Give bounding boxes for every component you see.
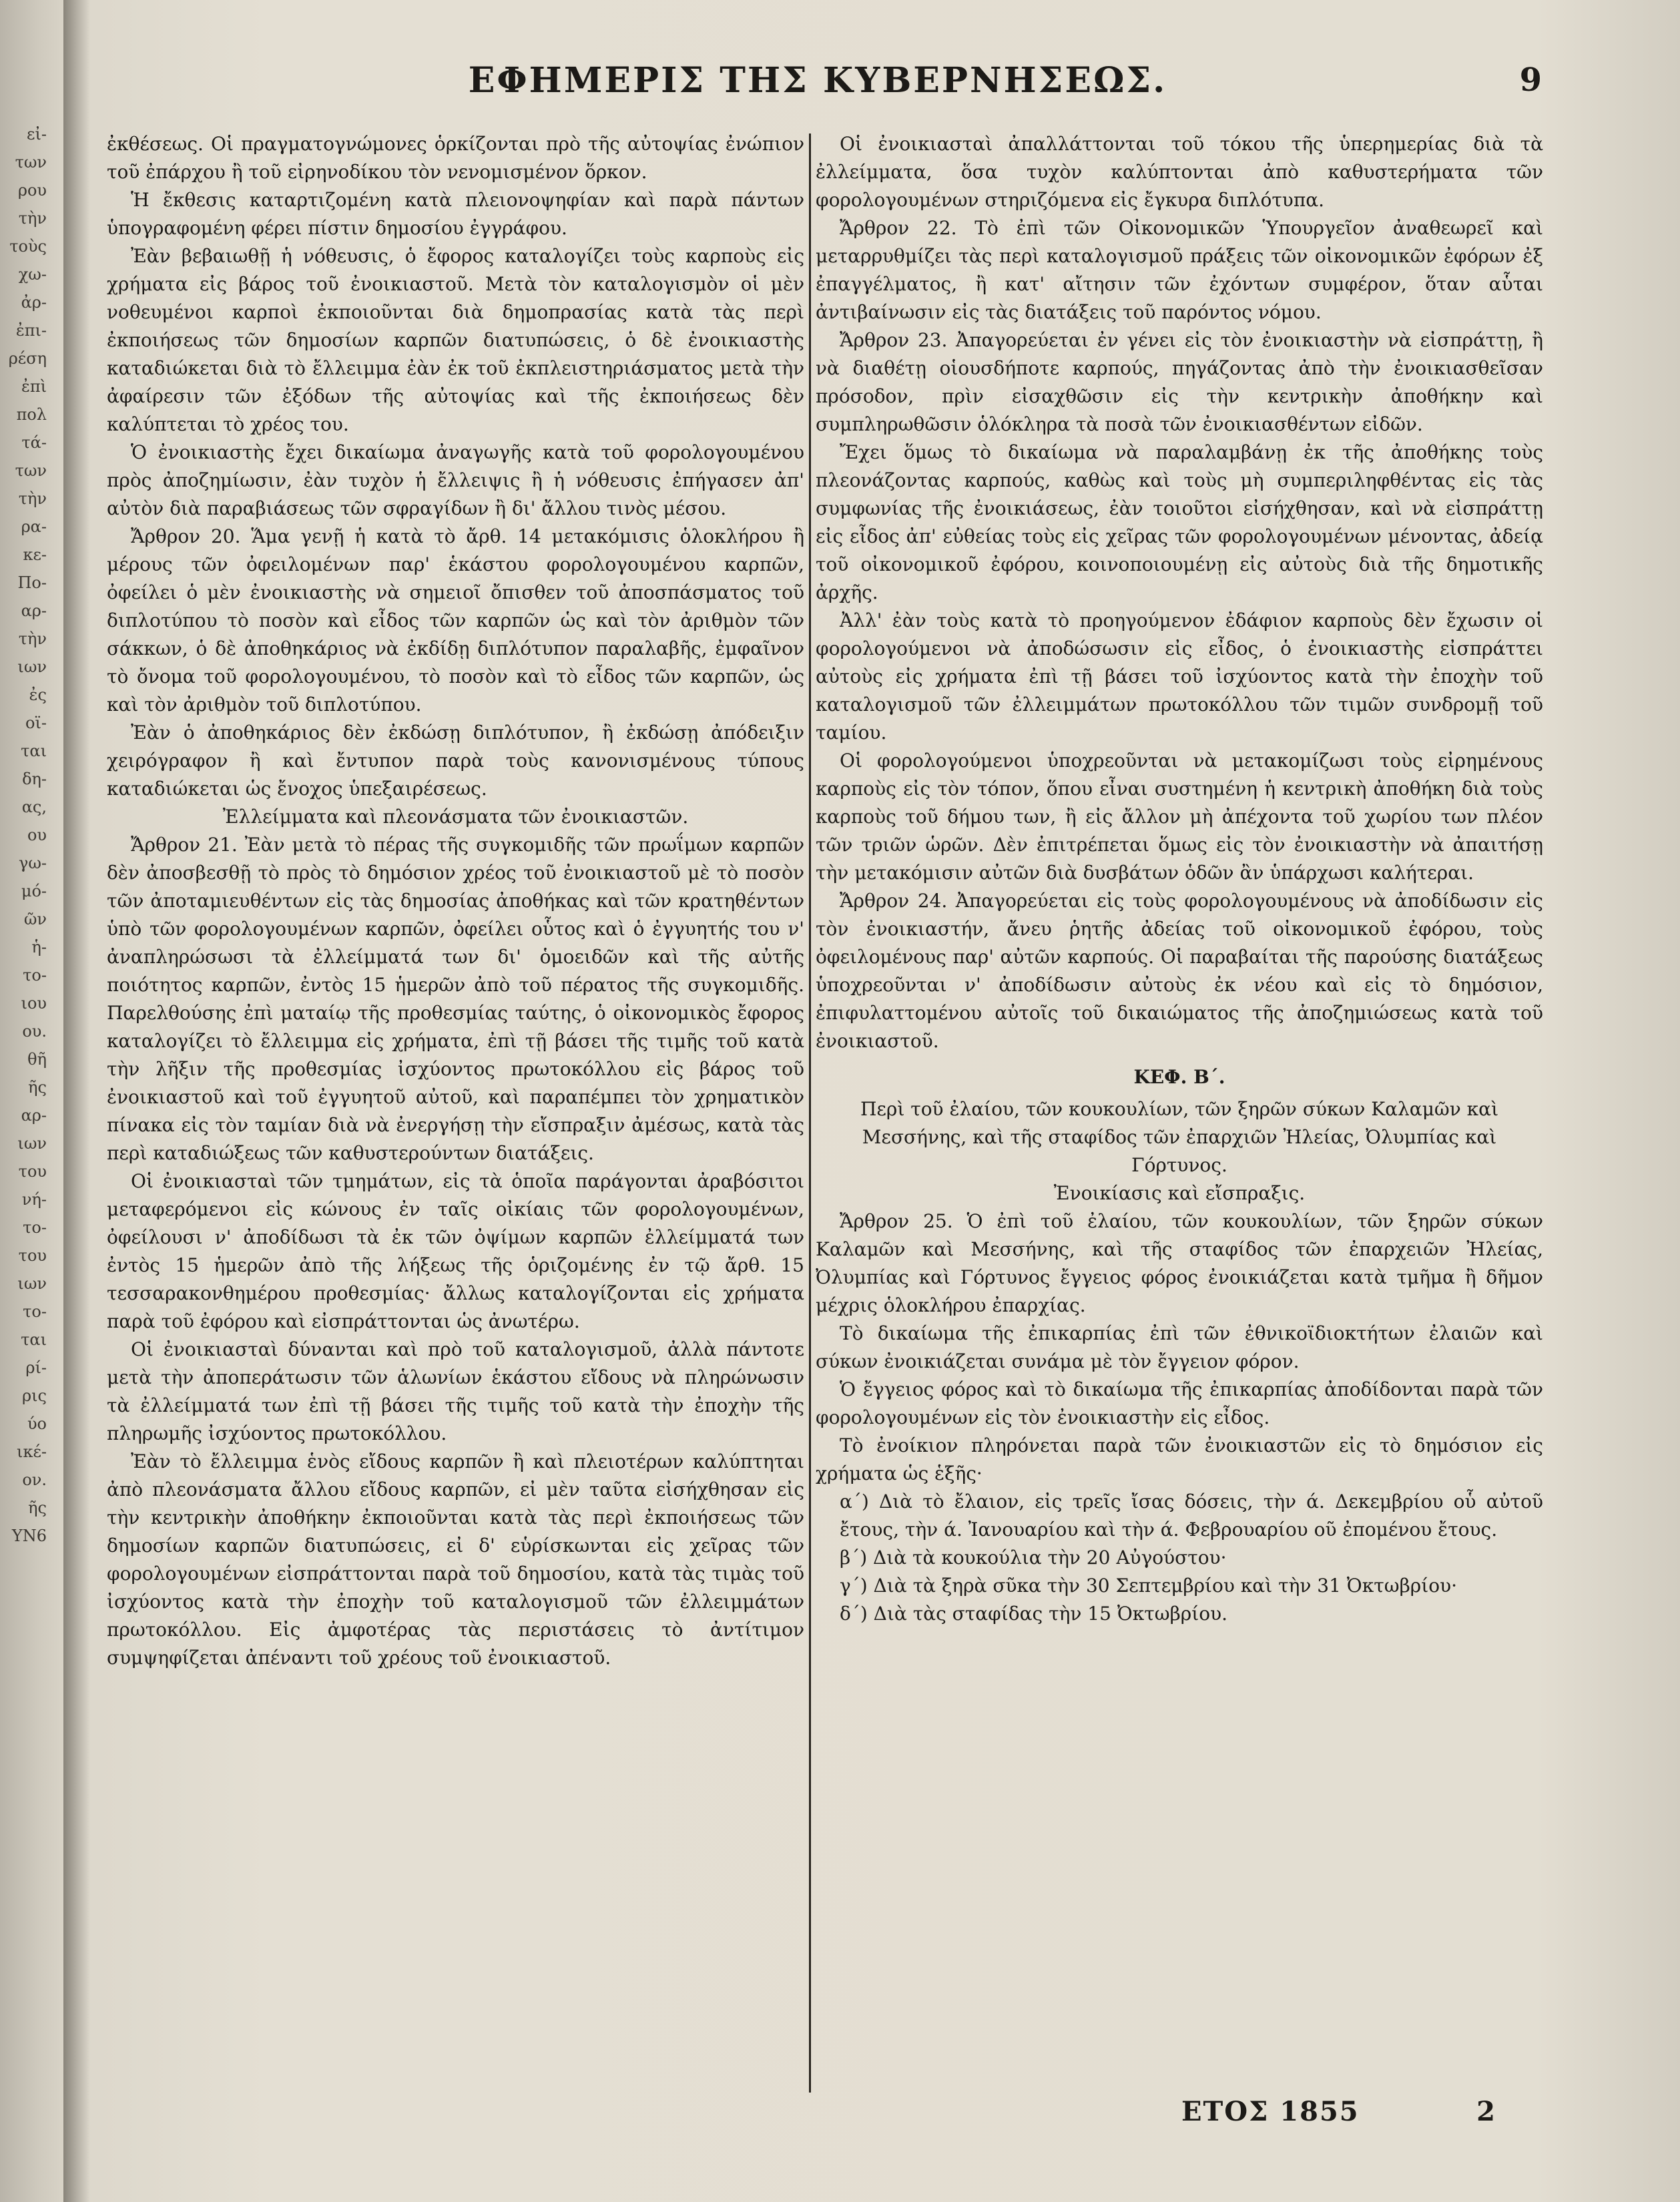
paragraph: Τὸ δικαίωμα τῆς ἐπικαρπίας ἐπὶ τῶν ἐθνικοϊδιοκτήτων ἐλαιῶν καὶ σύκων ἐνοικιάζεται συνάμα μὲ τὸν ἔγγειον φόρον. [816, 1322, 1543, 1372]
page-header [93, 53, 1542, 113]
gutter-fragment: ται [21, 1330, 47, 1349]
gutter-fragment: ου. [22, 1022, 47, 1041]
gutter-fragment: τά- [21, 433, 47, 452]
gutter-fragment: θῆ [27, 1050, 47, 1069]
section-heading: ΚΕΦ. Β΄. [1133, 1066, 1225, 1088]
paragraph: Ἐὰν τὸ ἔλλειμμα ἑνὸς εἴδους καρπῶν ἢ καὶ πλειοτέρων καλύπτηται ἀπὸ πλεονάσματα ἄλλου εἴδους καρπῶν, εἰ μὲν ταῦτα εἰσήχθησαν εἰς τὴν κεντρικὴν ἀποθήκην ἐκποιοῦνται κατὰ τὰς περὶ ἐκποιήσεως τῶν δημοσίων καρπῶν διατυπώσεις, εἰ δ' εὑρίσκωνται εἰς χεῖρας τῶν φορολογουμένων εἰσπράττονται παρὰ τοῦ δημοσίου, κατὰ τὰς τιμὰς τοῦ ἰσχύοντος κατὰ τὴν ἐποχὴν τοῦ καταλογισμοῦ τῶν ἐλλειμμάτων πρωτοκόλλου. Εἰς ἀμφοτέρας τὰς περιστάσεις τὸ ἀντίτιμον συμψηφίζεται ἀπέναντι τοῦ χρέους τοῦ ἐνοικιαστοῦ. [107, 1450, 804, 1669]
column-divider [809, 133, 811, 2093]
gutter-fragment: ῶν [23, 910, 47, 928]
paragraph: α΄) Διὰ τὸ ἔλαιον, εἰς τρεῖς ἴσας δόσεις, τὴν ά. Δεκεμβρίου οὗ αὐτοῦ ἔτους, τὴν ά. Ἰανουαρίου καὶ τὴν ά. Φεβρουαρίου οῦ ἐπομένου ἔτους. [840, 1490, 1543, 1541]
paragraph: Ἡ ἔκθεσις καταρτιζομένη κατὰ πλειονοψηφίαν καὶ παρὰ πάντων ὑπογραφομένη φέρει πίστιν δημοσίου ἐγγράφου. [107, 189, 804, 239]
adjacent-page-fragment [0, 120, 67, 2189]
gutter-fragment: ἐπι- [15, 321, 47, 340]
gutter-fragment: ας, [21, 798, 47, 816]
gutter-fragment: δη- [22, 770, 47, 788]
gutter-fragment: ιων [17, 1134, 47, 1153]
paragraph: Οἱ ἐνοικιασταὶ δύνανται καὶ πρὸ τοῦ καταλογισμοῦ, ἀλλὰ πάντοτε μετὰ τὴν ἀποπεράτωσιν τῶν ἁλωνίων ἑκάστου εἴδους νὰ πληρώνωσιν τὰ ἐλλείμματά των ἐπὶ τῇ βάσει τῆς τιμῆς τοῦ κατὰ τὴν ἐποχὴν τῆς πληρωμῆς ἰσχύοντος πρωτοκόλλου. [107, 1338, 804, 1444]
gutter-fragment: ιων [17, 657, 47, 676]
paragraph: Ἄρθρον 21. Ἐὰν μετὰ τὸ πέρας τῆς συγκομιδῆς τῶν πρωΐμων καρπῶν δὲν ἀποσβεσθῇ τὸ πρὸς τὸ δημόσιον χρέος τοῦ ἐνοικιαστοῦ μὲ τὸ ποσὸν τῶν ἀποταμιευθέντων εἰς τὰς δημοσίας ἀποθήκας καὶ τῶν κρατηθέντων ὑπὸ τῶν φορολογουμένων καρπῶν, ὀφείλει οὗτος καὶ ὁ ἐγγυητής του ν' ἀναπληρώσωσι τὰ ἐλλείμματά των δι' ὁμοειδῶν καὶ τῆς αὐτῆς ποιότητος καρπῶν, ἐντὸς 15 ἡμερῶν ἀπὸ τοῦ πέρατος τῆς συγκομιδῆς. Παρελθούσης ἐπὶ ματαίῳ τῆς προθεσμίας ταύτης, ὁ οἰκονομικὸς ἔφορος καταλογίζει τὸ ἔλλειμμα εἰς χρήματα, ἐπὶ τῇ βάσει τῆς τιμῆς τοῦ κατὰ τὴν λῆξιν τῆς προθεσμίας ἰσχύοντος πρωτοκόλλου εἰς βάρος τοῦ ἐνοικιαστοῦ καὶ τοῦ ἐγγυητοῦ αὐτοῦ, καὶ παραπέμπει τὸν χρηματικὸν πίνακα εἰς τὸν ταμίαν διὰ νὰ ἐνεργήσῃ τὴν εἴσπραξιν ἀμέσως, κατὰ τὰς περὶ καταδιώξεως τῶν καθυστερούντων διατάξεις. [107, 834, 804, 1164]
gutter-fragment: ἐς [29, 685, 47, 704]
gutter-fragment: ται [21, 742, 47, 760]
gutter-fragment: του [18, 1246, 47, 1265]
gutter-fragment: το- [23, 966, 47, 985]
gutter-fragment: μό- [21, 882, 47, 900]
paragraph: Ἄρθρον 25. Ὁ ἐπὶ τοῦ ἐλαίου, τῶν κουκουλίων, τῶν ξηρῶν σύκων Καλαμῶν καὶ Μεσσήνης, καὶ τῆς σταφίδος τῶν ἐπαρχειῶν Ἠλείας, Ὀλυμπίας καὶ Γόρτυνος ἔγγειος φόρος ἐνοικιάζεται κατὰ τμῆμα ἢ δῆμον μέχρις ὁλοκλήρου ἐπαρχίας. [816, 1210, 1543, 1316]
gutter-fragment: αρ- [21, 601, 47, 620]
gutter-fragment: πολ [16, 405, 47, 424]
paragraph: Οἱ φορολογούμενοι ὑποχρεοῦνται νὰ μετακομίζωσι τοὺς εἰρημένους καρποὺς εἰς τὸν τόπον, ὅπου εἶναι συστημένη ἡ κεντρικὴ ἀποθήκη διὰ τοὺς καρποὺς τοῦ δήμου των, ἢ εἰς ἄλλον μὴ ἀπέχοντα τοῦ χωρίου των πλέον τῶν τριῶν ὡρῶν. Δὲν ἐπιτρέπεται ὅμως εἰς τὸν ἐνοικιαστὴν νὰ ἀπαιτήσῃ τὴν μετακόμισιν αὐτῶν διὰ δυσβάτων ὁδῶν ἂν ὑπάρχωσι καλήτεραι. [816, 750, 1543, 884]
gutter-fragment: το- [23, 1302, 47, 1321]
left-column [107, 130, 804, 2119]
page-footer [1135, 2096, 1508, 2136]
gutter-fragment: ἀρ- [21, 293, 47, 312]
gutter-fragment: ρου [17, 181, 47, 200]
paragraph: Ἄρθρον 24. Ἀπαγορεύεται εἰς τοὺς φορολογουμένους νὰ ἀποδίδωσιν εἰς τὸν ἐνοικιαστήν, ἄνευ ῥητῆς ἀδείας τοῦ οἰκονομικοῦ ἐφόρου, τοὺς ὀφειλομένους παρ' αὐτῶν καρπούς. Οἱ παραβαίται τῆς παρούσης διατάξεως ὑποχρεοῦνται ν' ἀποδίδωσιν αὐτοὺς ἐκ νέου καὶ εἰς τὸ δημόσιον, ἐπιφυλαττομένου αὐτοῖς τοῦ δικαιώματος τῆς ἀποζημιώσεως κατὰ τοῦ ἐνοικιαστοῦ. [816, 890, 1543, 1052]
paragraph: Ἄρθρον 23. Ἀπαγορεύεται ἐν γένει εἰς τὸν ἐνοικιαστὴν νὰ εἰσπράττῃ, ἢ νὰ διαθέτῃ οἱουσδήποτε καρπούς, πηγάζοντας ἀπὸ τὴν ἐνοικιασθεῖσαν πρόσοδον, πρὶν εἰσαχθῶσιν εἰς τὴν κεντρικὴν ἀποθήκην καὶ συμπληρωθῶσιν ὁλόκληρα τὰ ποσὰ τῶν ἐνοικιασθέντων εἰδῶν. [816, 329, 1543, 435]
gutter-fragment: Πο- [17, 573, 47, 592]
gutter-fragment: ικέ- [17, 1442, 47, 1461]
paragraph: β΄) Διὰ τὰ κουκούλια τὴν 20 Αὐγούστου· [840, 1547, 1227, 1569]
gutter-fragment: ΥΝ6 [11, 1527, 47, 1545]
paragraph: Ἐὰν βεβαιωθῇ ἡ νόθευσις, ὁ ἔφορος καταλογίζει τοὺς καρποὺς εἰς χρήματα εἰς βάρος τοῦ ἐνοικιαστοῦ. Μετὰ τὸν καταλογισμὸν οἱ μὲν νοθευμένοι καρποὶ ἐκποιοῦνται διὰ δημοπρασίας κατὰ τὰς περὶ ἐκποιήσεως τῶν δημοσίων καρπῶν διατυπώσεις, ὁ δὲ ἐνοικιαστὴς καταδιώκεται διὰ τὸ ἔλλειμμα ἐὰν ἐκ τοῦ ἐκπλειστηριάσματος μετὰ τὴν ἀφαίρεσιν τῶν ἐξόδων τῆς αὐτοψίας καὶ τῆς ἐκποιήσεως δὲν καλύπτεται τὸ χρέος του. [107, 245, 804, 435]
gutter-fragment: ρις [22, 1386, 47, 1405]
gutter-fragment: ιων [17, 1274, 47, 1293]
gutter-fragment: το- [23, 1218, 47, 1237]
paragraph: Οἱ ἐνοικιασταὶ ἀπαλλάττονται τοῦ τόκου τῆς ὑπερημερίας διὰ τὰ ἐλλείμματα, ὅσα τυχὸν καλύπτονται ἀπὸ καθυστερήματα τῶν φορολογουμένων στηριζόμενα εἰς ἔγκυρα διπλότυπα. [816, 133, 1543, 211]
paragraph: Ὁ ἔγγειος φόρος καὶ τὸ δικαίωμα τῆς ἐπικαρπίας ἀποδίδονται παρὰ τῶν φορολογουμένων εἰς τὸν ἐνοικιαστὴν εἰς εἶδος. [816, 1378, 1543, 1428]
paragraph: Ἀλλ' ἐὰν τοὺς κατὰ τὸ προηγούμενον ἐδάφιον καρποὺς δὲν ἔχωσιν οἱ φορολογούμενοι νὰ ἀποδώσωσιν εἰς εἶδος, ὁ ἐνοικιαστὴς εἰσπράττει αὐτοὺς εἰς χρήματα ἐπὶ τῇ βάσει τοῦ ἰσχύοντος κατὰ τὴν ἐποχὴν τοῦ καταλογισμοῦ τῶν ἐλλειμμάτων πρωτοκόλλου τῶν τιμῶν συνδρομῇ τοῦ ταμίου. [816, 609, 1543, 744]
year-label: ΕΤΟΣ 1855 [1181, 2096, 1360, 2127]
section-heading: Ἐλλείμματα καὶ πλεονάσματα τῶν ἐνοικιαστῶν. [222, 806, 689, 828]
gutter-fragment: ου [27, 826, 47, 844]
gutter-fragment: ρί- [25, 1358, 47, 1377]
gutter-fragment: νή- [21, 1190, 47, 1209]
gutter-fragment: ῆς [28, 1078, 47, 1097]
right-column [816, 130, 1543, 2099]
page-fold-shadow [63, 0, 90, 2202]
gutter-fragment: ἡ- [31, 938, 47, 956]
section-heading: Ἐνοικίασις καὶ εἴσπραξις. [1053, 1182, 1306, 1204]
paragraph: Ἔχει ὅμως τὸ δικαίωμα νὰ παραλαμβάνῃ ἐκ τῆς ἀποθήκης τοὺς πλεονάζοντας καρπούς, καθὼς καὶ τοὺς μὴ συμπεριληφθέντας εἰς τὰς συμφωνίας τῆς ἐνοικιάσεως, ἐὰν τοιοῦτοι εἰσήχθησαν, καὶ νὰ εἰσπράττῃ εἰς εἶδος ἀπ' εὐθείας τοὺς εἰς χεῖρας τῶν φορολογουμένων μένοντας, ἀδείᾳ τοῦ οἰκονομικοῦ ἐφόρου, κοινοποιουμένῃ εἰς αὐτοὺς διὰ τῆς δημοτικῆς ἀρχῆς. [816, 441, 1543, 603]
gutter-fragment: των [15, 461, 47, 480]
gutter-fragment: ον. [22, 1470, 47, 1489]
paragraph: Ἐὰν ὁ ἀποθηκάριος δὲν ἐκδώσῃ διπλότυπον, ἢ ἐκδώσῃ ἀπόδειξιν χειρόγραφον ἢ καὶ ἔντυπον παρὰ τοὺς κανονισμένους τύπους καταδιώκεται ὡς ἔνοχος ὑπεξαιρέσεως. [107, 722, 804, 800]
gazette-title: ΕΦΗΜΕΡΙΣ ΤΗΣ ΚΥΒΕΡΝΗΣΕΩΣ. [468, 60, 1167, 101]
paragraph: γ΄) Διὰ τὰ ξηρὰ σῦκα τὴν 30 Σεπτεμβρίου καὶ τὴν 31 Ὀκτωβρίου· [840, 1575, 1457, 1597]
gutter-fragment: αρ- [21, 1106, 47, 1125]
paragraph: δ΄) Διὰ τὰς σταφίδας τὴν 15 Ὀκτωβρίου. [840, 1603, 1228, 1625]
gutter-fragment: ῆς [28, 1498, 47, 1517]
paragraph: ἐκθέσεως. Οἱ πραγματογνώμονες ὁρκίζονται πρὸ τῆς αὐτοψίας ἐνώπιον τοῦ ἐπάρχου ἢ τοῦ εἰρηνοδίκου τὸν νενομισμένον ὅρκον. [107, 133, 804, 183]
section-heading: Περὶ τοῦ ἐλαίου, τῶν κουκουλίων, τῶν ξηρῶν σύκων Καλαμῶν καὶ Μεσσήνης, καὶ τῆς σταφίδος τῶν ἐπαρχιῶν Ἠλείας, Ὀλυμπίας καὶ Γόρτυνος. [860, 1098, 1499, 1176]
paragraph: Ὁ ἐνοικιαστὴς ἔχει δικαίωμα ἀναγωγῆς κατὰ τοῦ φορολογουμένου πρὸς ἀποζημίωσιν, ἐὰν τυχὸν ἡ ἔλλειψις ἢ ἡ νόθευσις ἐπήγασεν ἀπ' αὐτὸν διὰ παραβιάσεως τῶν σφραγίδων ἢ δι' ἄλλου τινὸς μέσου. [107, 441, 804, 519]
gutter-fragment: του [18, 1162, 47, 1181]
gutter-fragment: κε- [23, 545, 47, 564]
paragraph: Ἄρθρον 20. Ἅμα γενῇ ἡ κατὰ τὸ ἄρθ. 14 μετακόμισις ὁλοκλήρου ἢ μέρους τῶν ὀφειλομένων παρ' ἑκάστου φορολογουμένου καρπῶν, ὀφείλει ὁ μὲν ἐνοικιαστὴς νὰ σημειοῖ ὄπισθεν τοῦ ἀποσπάσματος τοῦ διπλοτύπου τὸ ποσὸν καὶ εἶδος τῶν καρπῶν ὡς καὶ τὸν ἀριθμὸν τῶν σάκκων, ὁ δὲ ἀποθηκάριος νὰ ἐκδίδῃ διπλότυπον παραλαβῆς, ἐμφαῖνον τὸ ὄνομα τοῦ φορολογουμένου, τὸ ποσὸν καὶ τὸ εἶδος τῶν καρπῶν, ὡς καὶ τὸν ἀριθμὸν τοῦ διπλοτύπου. [107, 525, 804, 716]
gutter-fragment: γω- [18, 854, 47, 872]
gutter-fragment: ιου [21, 994, 47, 1013]
gutter-fragment: οϊ- [25, 714, 47, 732]
gutter-fragment: τὴν [18, 209, 47, 228]
gutter-fragment: χω- [18, 265, 47, 284]
gutter-fragment: ρέση [8, 349, 47, 368]
gutter-fragment: ρα- [21, 517, 47, 536]
gutter-fragment: τοὺς [9, 237, 47, 256]
paragraph: Οἱ ἐνοικιασταὶ τῶν τμημάτων, εἰς τὰ ὁποῖα παράγονται ἀραβόσιτοι μεταφερόμενοι εἰς κώνους ἐν ταῖς οἰκίαις τῶν φορολογουμένων, ὀφείλουσι ν' ἀποδίδωσι τὰ ἐκ τῶν ὀψίμων καρπῶν ἐλλείμματά των ἐντὸς 15 ἡμερῶν ἀπὸ τῆς λήξεως τῆς ὁριζομένης ἐν τῷ ἄρθ. 15 τεσσαρακονθημέρου προθεσμίας· ἄλλως καταλογίζονται εἰς χρήματα παρὰ τοῦ ἐφόρου καὶ εἰσπράττονται ὡς ἀνωτέρω. [107, 1170, 804, 1332]
paragraph: Ἄρθρον 22. Τὸ ἐπὶ τῶν Οἰκονομικῶν Ὑπουργεῖον ἀναθεωρεῖ καὶ μεταρρυθμίζει τὰς περὶ καταλογισμοῦ πράξεις τῶν οἰκονομικῶν ἐφόρων ἐξ ἐπαγγέλματος, ἢ κατ' αἴτησιν τῶν ἐχόντων συμφέρον, ὅταν αὗται ἀντιβαίνωσιν εἰς τὰς διατάξεις τοῦ παρόντος νόμου. [816, 217, 1543, 323]
paragraph: Τὸ ἐνοίκιον πληρόνεται παρὰ τῶν ἐνοικιαστῶν εἰς τὸ δημόσιον εἰς χρήματα ὡς ἑξῆς· [816, 1434, 1543, 1484]
gutter-fragment: εἰ- [27, 125, 47, 144]
page-number: 9 [1519, 61, 1542, 99]
gutter-fragment: ἐπὶ [21, 377, 47, 396]
signature-number: 2 [1476, 2096, 1495, 2127]
gutter-fragment: των [15, 153, 47, 172]
gutter-fragment: ύο [27, 1414, 47, 1433]
gutter-fragment: τὴν [18, 489, 47, 508]
gutter-fragment: τὴν [18, 629, 47, 648]
